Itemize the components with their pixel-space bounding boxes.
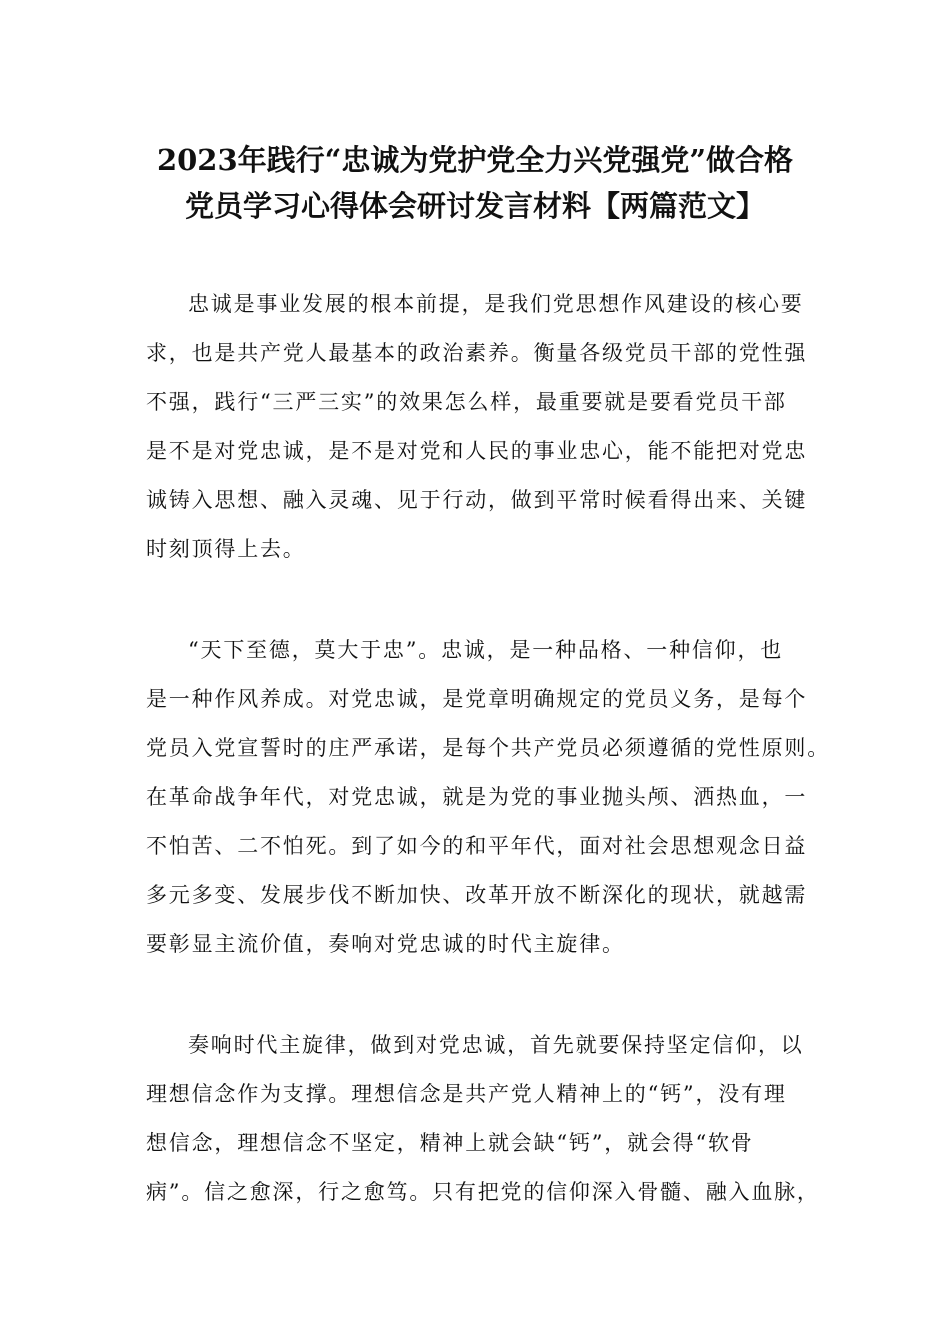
paragraph-line: 奏响时代主旋律，做到对党忠诚，首先就要保持坚定信仰，以 — [188, 1033, 804, 1057]
paragraph-line: 忠诚是事业发展的根本前提，是我们党思想作风建设的核心要 — [188, 292, 804, 316]
paragraph-line: “天下至德，莫大于忠”。忠诚，是一种品格、一种信仰，也 — [188, 638, 784, 662]
document-title-line-1: 2023年践行“忠诚为党护党全力兴党强党”做合格 — [156, 143, 794, 177]
document-title-line-2: 党员学习心得体会研讨发言材料【两篇范文】 — [184, 189, 765, 223]
paragraph-line: 时刻顶得上去。 — [146, 537, 306, 561]
paragraph-line: 是不是对党忠诚，是不是对党和人民的事业忠心，能不能把对党忠 — [146, 439, 808, 463]
paragraph-line: 要彰显主流价值，奏响对党忠诚的时代主旋律。 — [146, 932, 625, 956]
paragraph-line: 理想信念作为支撑。理想信念是共产党人精神上的“钙”，没有理 — [146, 1082, 787, 1106]
paragraph-line: 想信念，理想信念不坚定，精神上就会缺“钙”，就会得“软骨 — [146, 1131, 754, 1155]
paragraph-line: 是一种作风养成。对党忠诚，是党章明确规定的党员义务，是每个 — [146, 687, 808, 711]
paragraph-line: 多元多变、发展步伐不断加快、改革开放不断深化的现状，就越需 — [146, 883, 808, 907]
paragraph-line: 在革命战争年代，对党忠诚，就是为党的事业抛头颅、洒热血，一 — [146, 785, 808, 809]
paragraph-line: 求，也是共产党人最基本的政治素养。衡量各级党员干部的党性强 — [146, 341, 808, 365]
paragraph-line: 诚铸入思想、融入灵魂、见于行动，做到平常时候看得出来、关键 — [146, 488, 808, 512]
paragraph-line: 病”。信之愈深，行之愈笃。只有把党的信仰深入骨髓、融入血脉， — [146, 1180, 820, 1204]
paragraph-line: 党员入党宣誓时的庄严承诺，是每个共产党员必须遵循的党性原则。 — [146, 736, 830, 760]
paragraph-line: 不怕苦、二不怕死。到了如今的和平年代，面对社会思想观念日益 — [146, 834, 808, 858]
paragraph-line: 不强，践行“三严三实”的效果怎么样，最重要就是要看党员干部 — [146, 390, 787, 414]
